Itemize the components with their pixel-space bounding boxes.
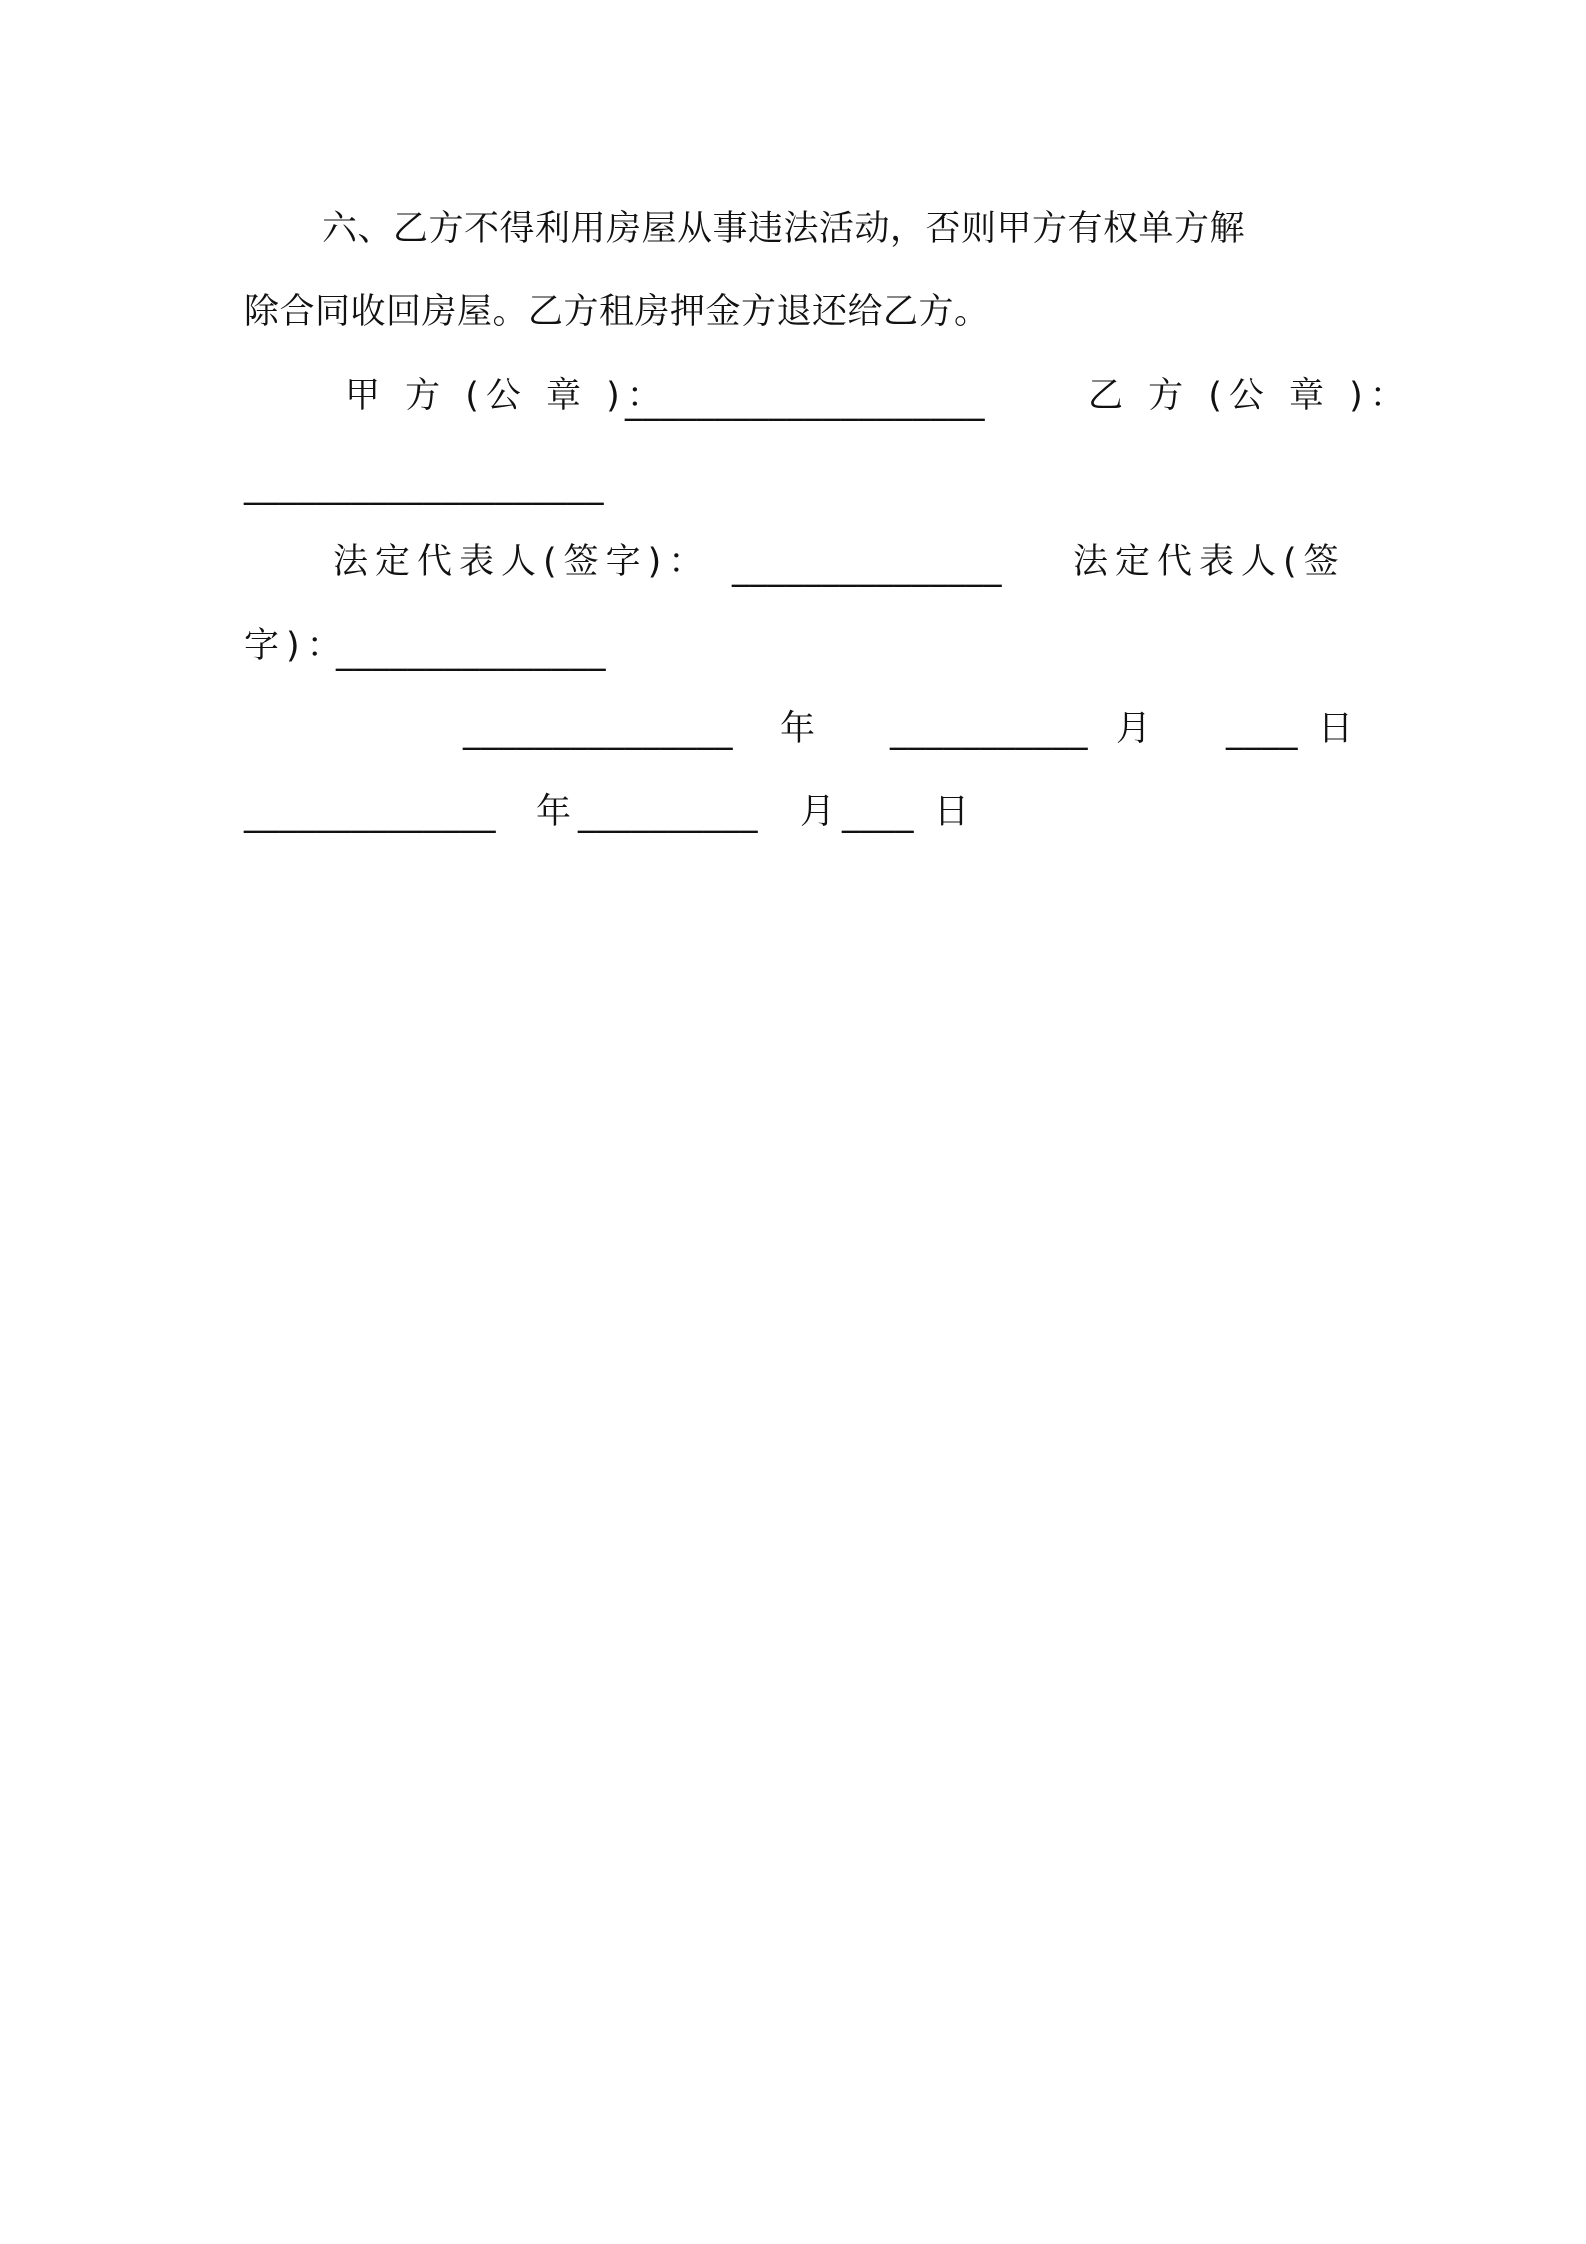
party-a-legal-rep-blank: _______________ (732, 548, 1002, 588)
date-a-year-blank: _______________ (463, 711, 733, 751)
party-a-seal-label: 甲 方 (公 章 )： (345, 376, 669, 416)
party-b-seal-blank: ____________________ (244, 466, 604, 506)
party-a-seal-blank: ____________________ (625, 382, 985, 422)
clause-six-line-2: 除合同收回房屋。乙方租房押金方退还给乙方。 (244, 292, 990, 332)
party-a-legal-rep-label: 法定代表人(签字)： (333, 542, 711, 582)
date-b-month-label: 月 (800, 792, 836, 832)
date-a-month-label: 月 (1116, 709, 1152, 749)
party-b-legal-rep-label-cont: 字)： (244, 626, 349, 666)
party-b-legal-rep-label: 法定代表人(签 (1073, 542, 1346, 582)
clause-six-line-1: 六、乙方不得利用房屋从事违法活动，否则甲方有权单方解 (322, 209, 1246, 249)
date-a-month-blank: ___________ (890, 711, 1088, 751)
date-b-day-blank: ____ (842, 794, 914, 834)
date-a-day-label: 日 (1318, 709, 1354, 749)
date-b-year-label: 年 (536, 792, 572, 832)
date-b-month-blank: __________ (578, 794, 758, 834)
date-b-year-blank: ______________ (244, 794, 496, 834)
date-a-day-blank: ____ (1226, 711, 1298, 751)
date-a-year-label: 年 (780, 709, 816, 749)
date-b-day-label: 日 (934, 792, 970, 832)
party-b-seal-label: 乙 方 (公 章 )： (1088, 376, 1412, 416)
party-b-legal-rep-blank: _______________ (336, 632, 606, 672)
